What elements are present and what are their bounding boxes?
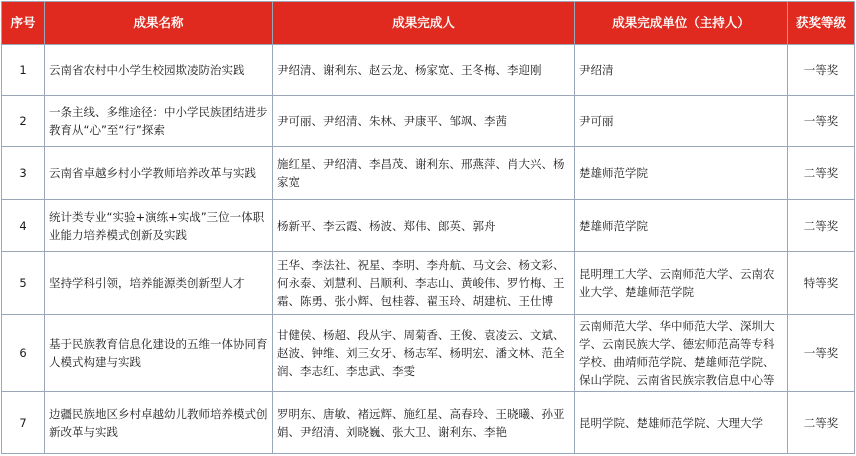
row-index: 4 xyxy=(2,200,45,252)
row-title: 云南省卓越乡村小学教师培养改革与实践 xyxy=(45,147,273,200)
row-index: 2 xyxy=(2,96,45,147)
row-index: 7 xyxy=(2,392,45,454)
row-title: 一条主线、多维途径：中小学民族团结进步教育从“心”至“行”探索 xyxy=(45,96,273,147)
table-row xyxy=(2,392,855,454)
header-units: 成果完成单位（主持人） xyxy=(575,2,788,45)
table-row xyxy=(2,315,855,392)
row-units: 昆明理工大学、云南师范大学、云南农业大学、楚雄师范学院 xyxy=(575,252,788,315)
row-people: 杨新平、李云霞、杨波、郑伟、郎英、郭舟 xyxy=(273,200,575,252)
row-level: 特等奖 xyxy=(788,252,855,315)
awards-table xyxy=(1,1,855,454)
row-level: 二等奖 xyxy=(788,147,855,200)
row-units: 昆明学院、楚雄师范学院、大理大学 xyxy=(575,392,788,454)
row-title: 统计类专业“实验+演练+实战”三位一体职业能力培养模式创新及实践 xyxy=(45,200,273,252)
row-people: 罗明东、唐敏、褚远辉、施红星、高春玲、王晓曦、孙亚娟、尹绍清、刘晓巍、张大卫、谢利东、李艳 xyxy=(273,392,575,454)
row-index: 1 xyxy=(2,45,45,96)
row-people: 王华、李法社、祝星、李明、李舟航、马文会、杨文彩、何永泰、刘慧利、吕顺利、李志山、黄峻伟、罗竹梅、王霜、陈勇、张小辉、包桂蓉、翟玉玲、胡建杭、王仕博 xyxy=(273,252,575,315)
row-people: 甘健侯、杨超、段从宇、周菊香、王俊、袁凌云、文斌、赵波、钟维、刘三女牙、杨志军、杨明宏、潘文林、范全润、李志红、李忠武、李雯 xyxy=(273,315,575,392)
header-title: 成果名称 xyxy=(45,2,273,45)
row-index: 6 xyxy=(2,315,45,392)
header-level: 获奖等级 xyxy=(788,2,855,45)
header-index: 序号 xyxy=(2,2,45,45)
table-row xyxy=(2,252,855,315)
row-people: 施红星、尹绍清、李昌茂、谢利东、邢燕萍、肖大兴、杨家宽 xyxy=(273,147,575,200)
row-index: 5 xyxy=(2,252,45,315)
table-row xyxy=(2,96,855,147)
row-units: 尹绍清 xyxy=(575,45,788,96)
row-title: 坚持学科引领，培养能源类创新型人才 xyxy=(45,252,273,315)
header-row xyxy=(2,2,855,45)
row-index: 3 xyxy=(2,147,45,200)
row-title: 云南省农村中小学生校园欺凌防治实践 xyxy=(45,45,273,96)
row-title: 基于民族教育信息化建设的五维一体协同育人模式构建与实践 xyxy=(45,315,273,392)
row-level: 一等奖 xyxy=(788,45,855,96)
row-level: 二等奖 xyxy=(788,392,855,454)
row-units: 楚雄师范学院 xyxy=(575,147,788,200)
row-people: 尹可丽、尹绍清、朱林、尹康平、邹飒、李茜 xyxy=(273,96,575,147)
header-people: 成果完成人 xyxy=(273,2,575,45)
row-level: 一等奖 xyxy=(788,96,855,147)
row-units: 楚雄师范学院 xyxy=(575,200,788,252)
table-row xyxy=(2,45,855,96)
table-row xyxy=(2,147,855,200)
row-units: 云南师范大学、华中师范大学、深圳大学、云南民族大学、德宏师范高等专科学校、曲靖师范学院、楚雄师范学院、保山学院、云南省民族宗教信息中心等 xyxy=(575,315,788,392)
row-level: 一等奖 xyxy=(788,315,855,392)
table-row xyxy=(2,200,855,252)
row-people: 尹绍清、谢利东、赵云龙、杨家宽、王冬梅、李迎刚 xyxy=(273,45,575,96)
row-units: 尹可丽 xyxy=(575,96,788,147)
row-title: 边疆民族地区乡村卓越幼儿教师培养模式创新改革与实践 xyxy=(45,392,273,454)
row-level: 二等奖 xyxy=(788,200,855,252)
